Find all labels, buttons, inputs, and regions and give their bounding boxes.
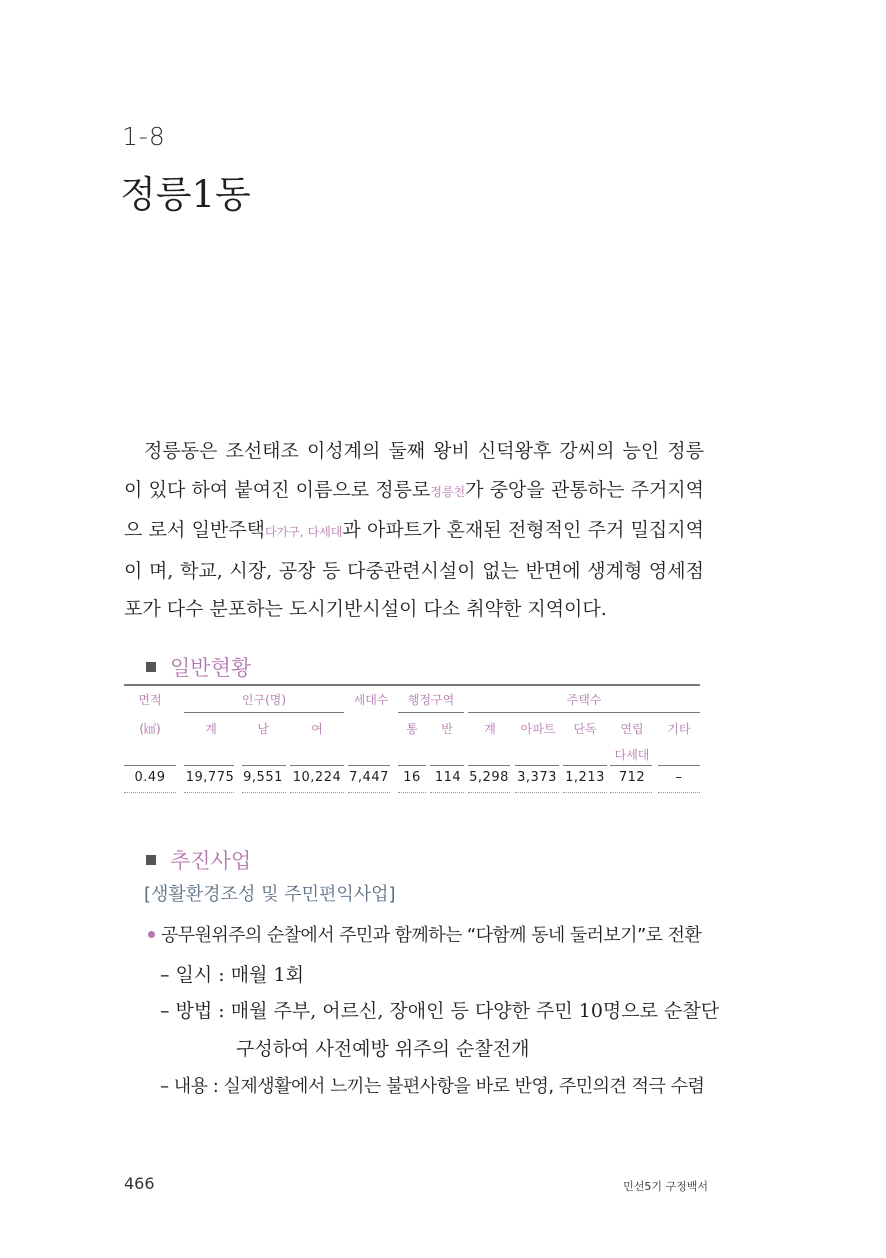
item-method-label: – 방법 [160,1000,213,1022]
chapter-number: 1-8 [122,122,166,151]
rule-h-5 [348,765,390,766]
th-multi-house: 다세대 [614,748,650,762]
rule-b-3 [242,792,286,793]
th-male: 남 [257,722,269,736]
intro-line-5: 다수 분포하는 도시기반시설이 다소 취약한 지역이다. [166,598,607,620]
rule-h-2 [184,765,234,766]
square-bullet-icon [146,662,156,672]
intro-line-3a: 로서 일반주택 [148,519,265,541]
intro-note-housing: 다가구, 다세대 [264,525,343,539]
chapter-title: 정릉1동 [120,173,251,216]
rule-h-12 [658,765,700,766]
rule-pop [184,712,344,713]
th-ban: 반 [441,722,453,736]
intro-line-2c: 가 중앙을 관통하는 주거지역으 [124,478,705,541]
th-pop-total: 계 [205,722,217,736]
th-housing: 주택수 [566,693,602,707]
intro-paragraph [124,432,704,629]
rule-b-4 [290,792,344,793]
rule-h-11 [610,765,652,766]
rule-b-5 [348,792,390,793]
td-female: 10,224 [292,770,342,785]
rule-h-1 [124,765,176,766]
rule-b-2 [184,792,234,793]
section-general-title: 일반현황 [170,656,252,680]
rule-b-12 [658,792,700,793]
table-top-rule [124,684,700,686]
th-housing-total: 계 [484,722,496,736]
project-bullet-text: 공무원위주의 순찰에서 주민과 함께하는 “다함께 동네 둘러보기”로 전환 [161,925,702,946]
rule-b-7 [430,792,464,793]
rule-b-11 [610,792,652,793]
rule-b-9 [515,792,559,793]
section-projects-heading [146,845,251,875]
section-projects-title: 추진사업 [170,849,252,873]
page-number: 466 [124,1174,155,1193]
th-single: 단독 [573,722,597,736]
th-row-house: 연립 [620,722,644,736]
project-heading: [생활환경조성 및 주민편익사업] [144,884,396,905]
td-male: 9,551 [243,770,283,785]
section-general-heading [146,652,251,682]
item-schedule [160,960,304,987]
th-admin: 행정구역 [407,693,455,707]
intro-line-1: 정릉동은 조선태조 이성계의 둘째 왕비 신덕왕후 강씨의 능인 정릉이 [124,440,704,501]
rule-h-9 [515,765,559,766]
rule-b-1 [124,792,176,793]
rule-h-6 [398,765,426,766]
item-content: – 내용 : 실제생활에서 느끼는 불편사항을 바로 반영, 주민의견 적극 수렴 [160,1076,705,1097]
td-ban: 114 [434,770,462,785]
bullet-dot-icon [148,931,155,938]
item-method [160,996,719,1023]
th-other: 기타 [667,722,691,736]
rule-h-10 [563,765,607,766]
td-pop-total: 19,775 [185,770,235,785]
rule-h-3 [242,765,286,766]
rule-housing [468,712,700,713]
th-households: 세대수 [353,693,389,707]
td-apartment: 3,373 [517,770,557,785]
rule-h-4 [290,765,344,766]
th-area-unit: (㎢) [139,722,161,736]
th-tong: 통 [406,722,418,736]
square-bullet-icon [146,855,156,865]
td-single: 1,213 [565,770,605,785]
td-tong: 16 [403,770,421,785]
th-female: 여 [311,722,323,736]
td-area: 0.49 [134,770,166,785]
general-status-table [124,684,700,794]
item-schedule-value: : 매월 1회 [218,964,304,986]
td-housing-total: 5,298 [469,770,509,785]
rule-b-6 [398,792,426,793]
rule-h-7 [430,765,464,766]
book-title: 민선5기 구정백서 [623,1180,708,1193]
item-schedule-label: – 일시 [160,964,213,986]
intro-line-2a: 있다 하여 붙여진 이름으로 정릉로 [148,478,431,501]
rule-h-8 [468,765,510,766]
intro-note-stream: 정릉천 [430,484,466,499]
item-method-value: : 매월 주부, 어르신, 장애인 등 다양한 주민 10명으로 순찰단 [218,1000,720,1022]
intro-line-4: 며, 학교, 시장, 공장 등 다중관련시설이 없는 반면에 생계형 영세점포가 [124,559,704,620]
rule-b-10 [563,792,607,793]
rule-admin [398,712,464,713]
item-method-continuation: 구성하여 사전예방 위주의 순찰전개 [236,1038,530,1060]
project-bullet [148,921,708,947]
td-households: 7,447 [349,770,389,785]
intro-line-3c: 과 아파트가 혼재된 전형적인 주거 밀집지역이 [124,519,704,582]
td-other: – [675,770,683,785]
th-population: 인구(명) [241,693,287,707]
td-row-house: 712 [618,770,646,785]
th-apartment: 아파트 [520,722,556,736]
rule-b-8 [468,792,510,793]
th-area: 면적 [138,693,162,707]
